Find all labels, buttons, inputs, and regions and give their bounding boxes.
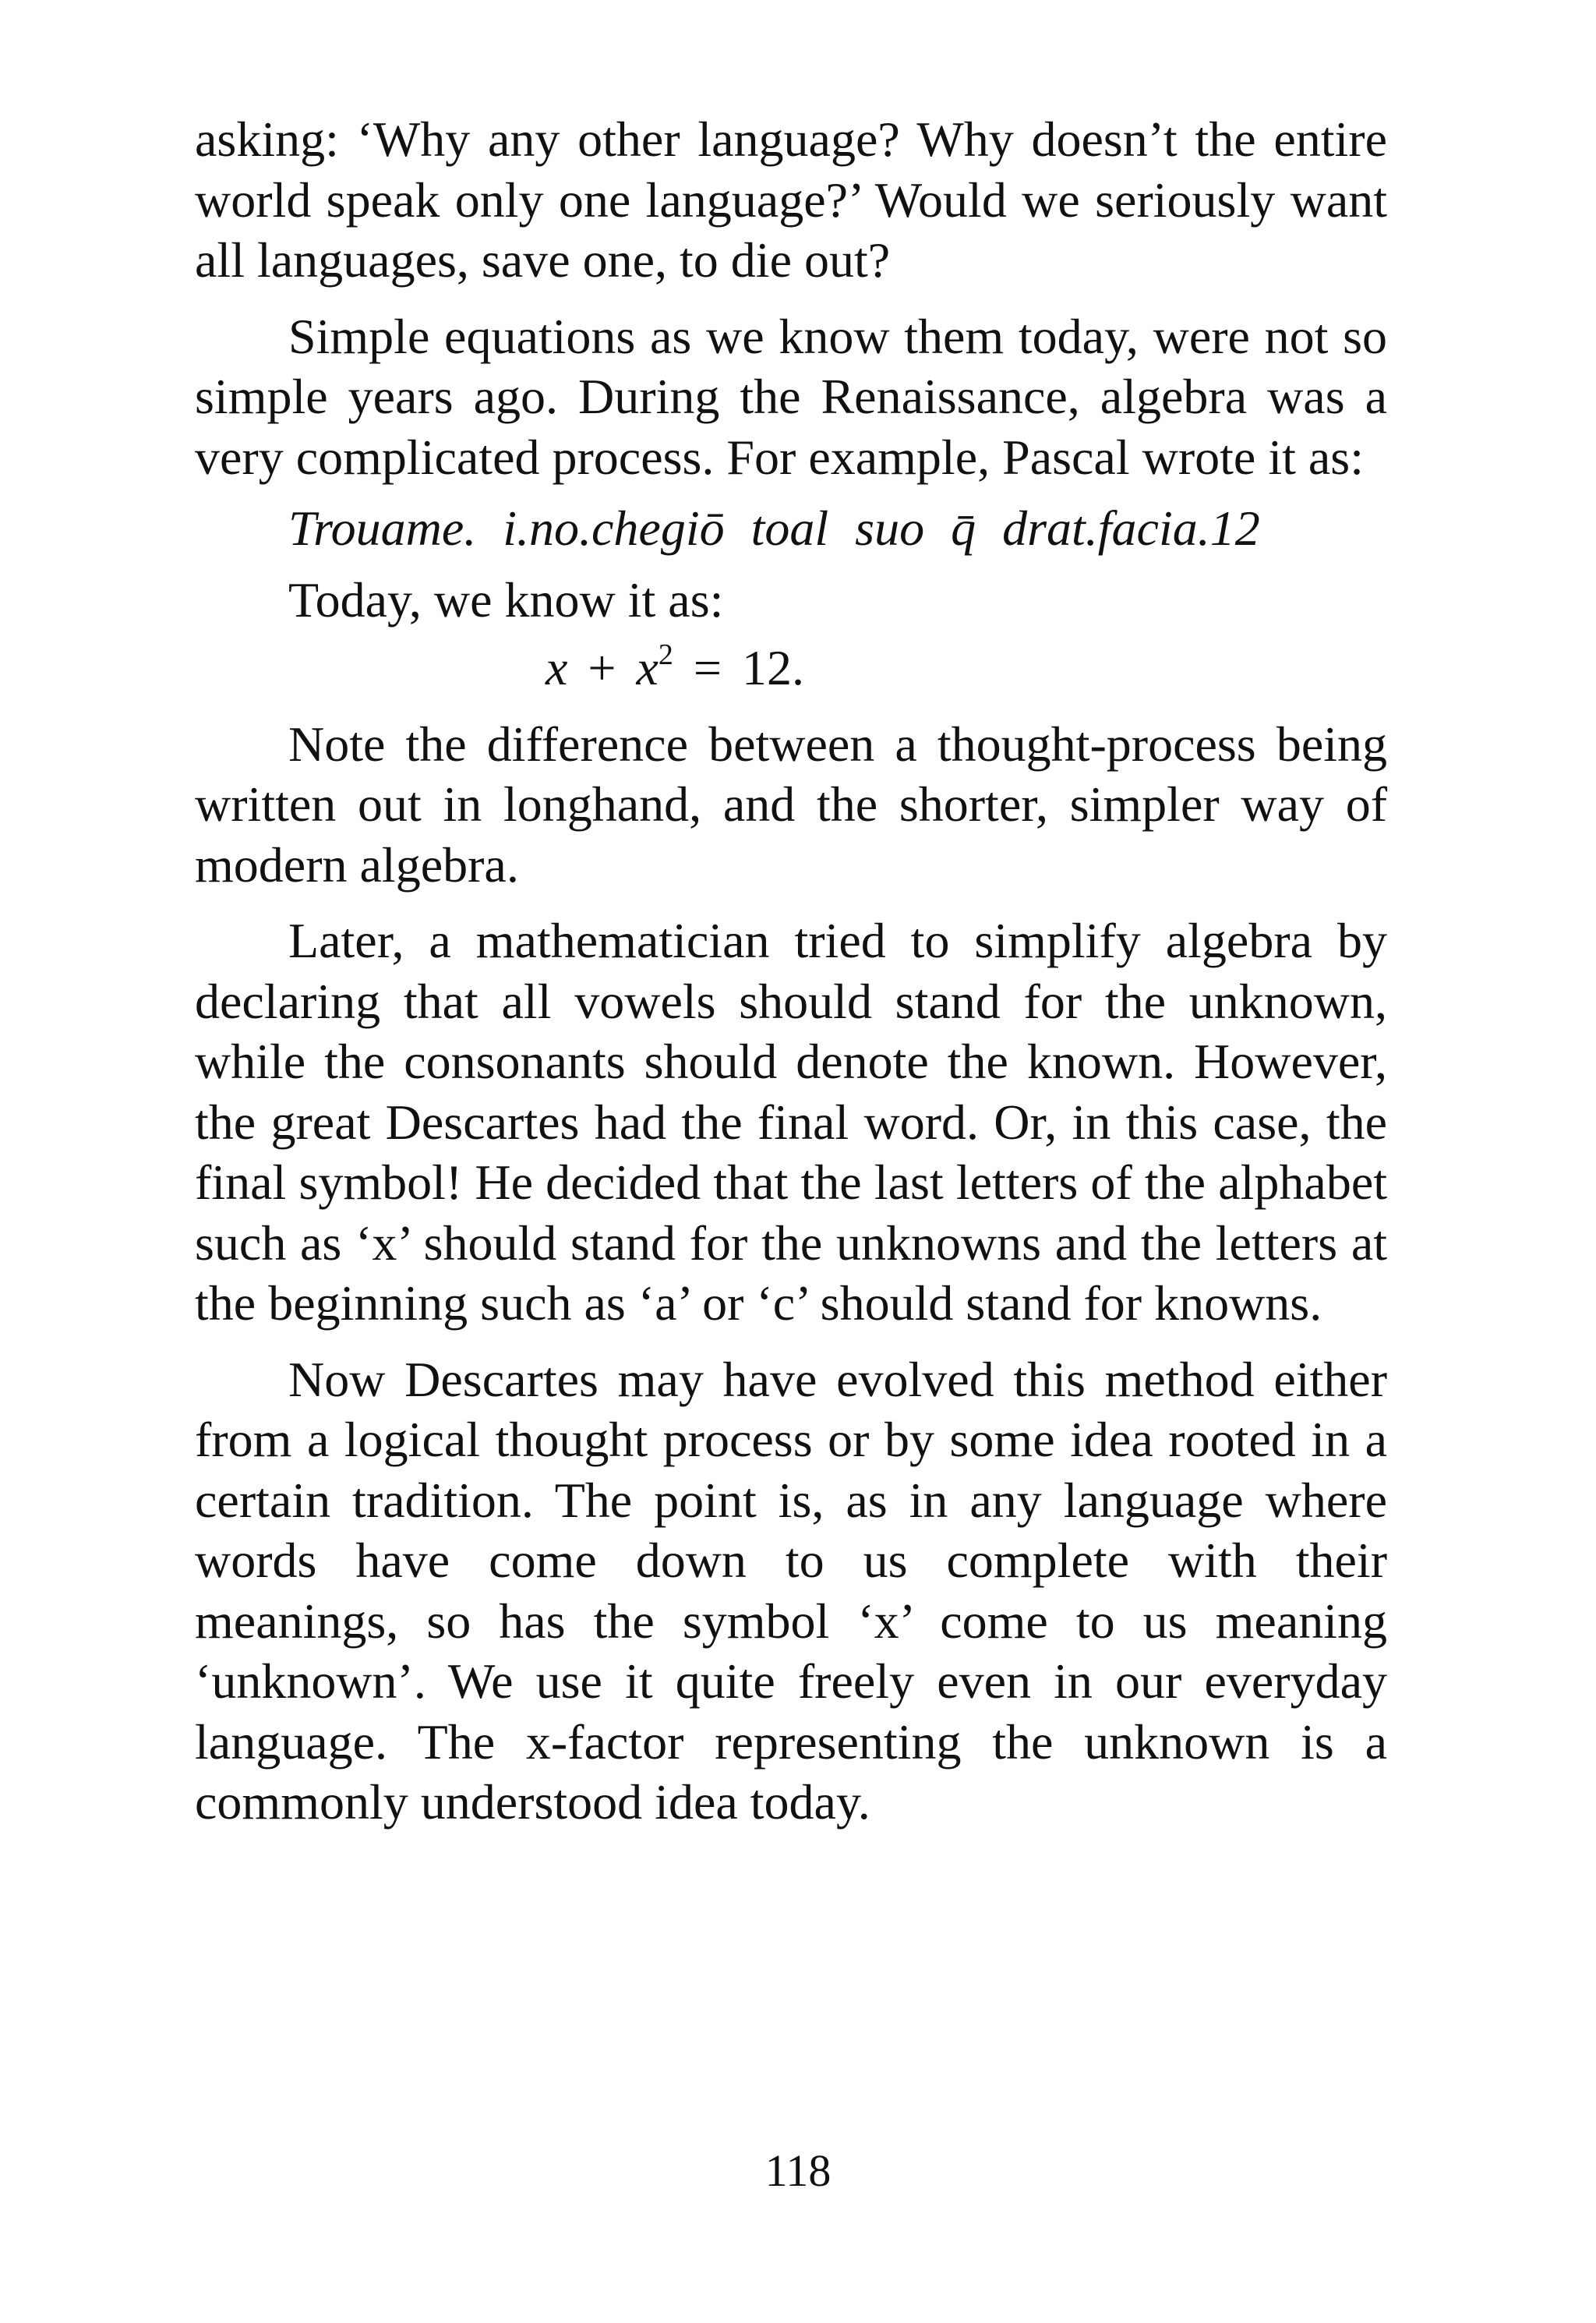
paragraph-descartes-symbol: Later, a mathematician tried to simplify algebra by declaring that all vowels should stand for the unknown, while the consonants should denote the known. However, the great Descartes had the final word. Or, in this case, the final symbol! He decided that the last letters of the alphabet such as ‘x’ should stand for the unknowns and the letters at the beginning such as ‘a’ or ‘c’ should stand for knowns. (195, 913, 1387, 1331)
pascal-notation: Trouame. i.no.chegiō toal suo q̄ drat.facia.12 (288, 500, 1260, 556)
equation (546, 638, 1387, 698)
equation-plus: + (588, 640, 616, 695)
page-body (195, 109, 1387, 1833)
equation-rhs: = 12. (693, 640, 804, 695)
paragraph-continuation: asking: ‘Why any other language? Why doesn’t the entire world speak only one language?’ Would we seriously want all languages, save one, to die out? (195, 111, 1387, 288)
today-line: Today, we know it as: (288, 571, 724, 628)
paragraph-note-difference: Note the difference between a thought-process being written out in longhand, and the shorter, simpler way of modern algebra. (195, 716, 1387, 893)
paragraph-simple-equations: Simple equations as we know them today, were not so simple years ago. During the Renaissance, algebra was a very complicated process. For example, Pascal wrote it as: (195, 308, 1387, 485)
paragraph-x-factor: Now Descartes may have evolved this method either from a logical thought process or by some idea rooted in a certain tradition. The point is, as in any language where words have come down to us complete with their meanings, so has the symbol ‘x’ come to us meaning ‘unknown’. We use it quite freely even in our everyday language. The x-factor representing the unknown is a commonly understood idea today. (195, 1351, 1387, 1830)
equation-var-x: x (546, 640, 568, 695)
equation-exponent: 2 (658, 638, 673, 671)
page-number: 118 (764, 2145, 832, 2196)
equation-var-x-squared: x (636, 640, 659, 695)
